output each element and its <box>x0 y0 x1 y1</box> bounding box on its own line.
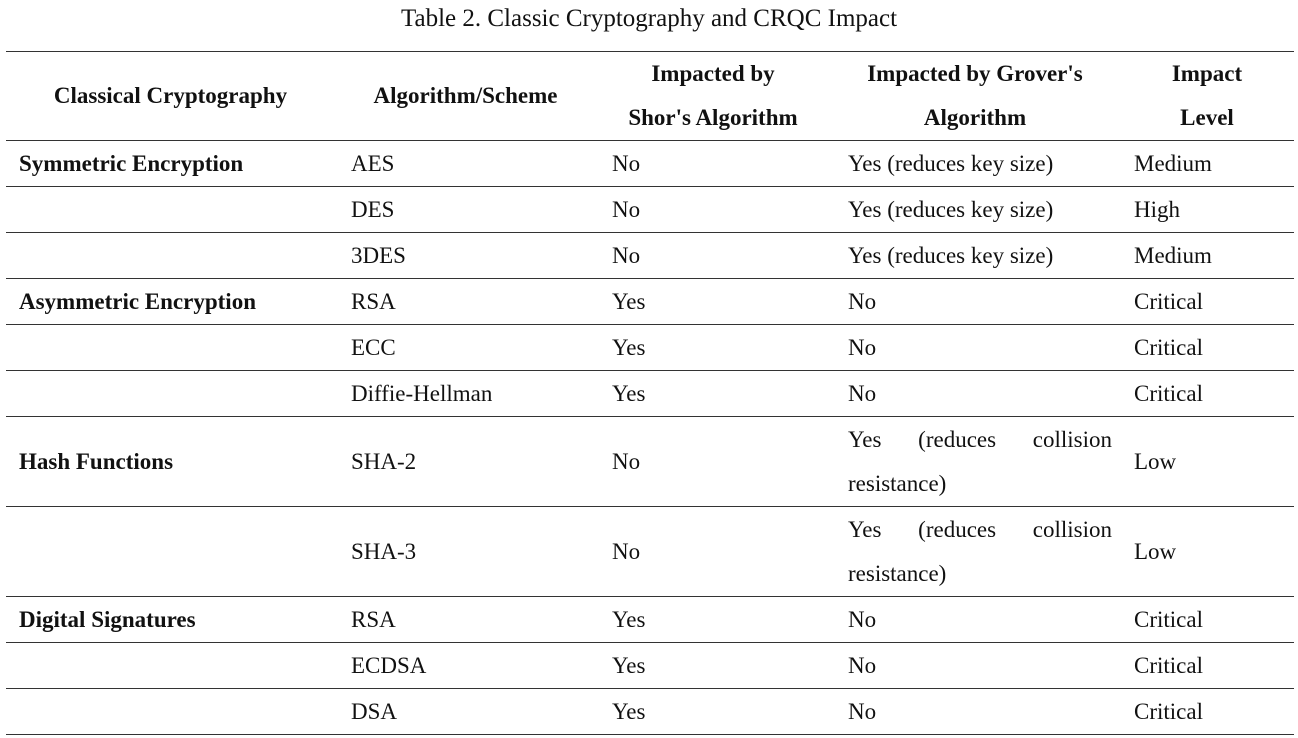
category-cell: Digital Signatures <box>6 597 335 643</box>
grover-impact-text: resistance) <box>848 560 947 586</box>
table-row <box>6 643 1294 689</box>
impact-level-cell: Critical <box>1120 689 1294 735</box>
grover-impact-text: Yes (reduces collision <box>848 516 1112 542</box>
impact-level-cell: High <box>1120 187 1294 233</box>
algorithm-cell: DSA <box>335 689 596 735</box>
grover-impact-cell <box>830 689 1120 735</box>
algorithm-cell: ECC <box>335 325 596 371</box>
grover-impact-cell <box>830 187 1120 233</box>
grover-impact-text: Yes (reduces collision <box>848 426 1112 452</box>
header-impact-level <box>1120 52 1294 141</box>
table-row <box>6 417 1294 507</box>
grover-impact-text: Yes (reduces key size) <box>848 150 1054 176</box>
table-row <box>6 141 1294 187</box>
category-cell <box>6 325 335 371</box>
algorithm-cell: Diffie-Hellman <box>335 371 596 417</box>
grover-impact-cell <box>830 507 1120 597</box>
header-grover-impact <box>830 52 1120 141</box>
algorithm-cell: DES <box>335 187 596 233</box>
table-row <box>6 325 1294 371</box>
header-label: Algorithm/Scheme <box>373 83 558 108</box>
table-row <box>6 689 1294 735</box>
table-header <box>6 52 1294 141</box>
grover-impact-cell <box>830 643 1120 689</box>
header-label: Impacted by Grover's <box>867 61 1083 86</box>
shor-impact-cell: No <box>596 233 830 279</box>
category-cell <box>6 507 335 597</box>
shor-impact-cell: Yes <box>596 689 830 735</box>
algorithm-cell: SHA-2 <box>335 417 596 507</box>
impact-level-cell: Critical <box>1120 371 1294 417</box>
grover-impact-text: No <box>848 380 877 406</box>
grover-impact-text: Yes (reduces key size) <box>848 196 1054 222</box>
shor-impact-cell: Yes <box>596 325 830 371</box>
algorithm-cell: SHA-3 <box>335 507 596 597</box>
header-label: Classical Cryptography <box>53 83 288 108</box>
shor-impact-cell: Yes <box>596 371 830 417</box>
grover-impact-cell <box>830 141 1120 187</box>
shor-impact-cell: No <box>596 417 830 507</box>
impact-level-cell: Critical <box>1120 279 1294 325</box>
crypto-impact-table <box>6 51 1294 735</box>
grover-impact-text: No <box>848 652 877 678</box>
table-row <box>6 597 1294 643</box>
table-body <box>6 141 1294 735</box>
impact-level-cell: Low <box>1120 417 1294 507</box>
table-row <box>6 279 1294 325</box>
shor-impact-cell: No <box>596 187 830 233</box>
header-label: Algorithm <box>923 105 1027 130</box>
shor-impact-cell: Yes <box>596 279 830 325</box>
header-shor-impact <box>596 52 830 141</box>
shor-impact-cell: No <box>596 507 830 597</box>
table-row <box>6 233 1294 279</box>
grover-impact-cell <box>830 417 1120 507</box>
category-cell <box>6 371 335 417</box>
header-label: Shor's Algorithm <box>628 105 798 130</box>
category-cell <box>6 689 335 735</box>
header-classical-cryptography <box>6 52 335 141</box>
algorithm-cell: RSA <box>335 597 596 643</box>
algorithm-cell: RSA <box>335 279 596 325</box>
impact-level-cell: Medium <box>1120 233 1294 279</box>
category-cell <box>6 187 335 233</box>
shor-impact-cell: No <box>596 141 830 187</box>
header-label: Impact <box>1171 61 1243 86</box>
table-row <box>6 507 1294 597</box>
grover-impact-cell <box>830 325 1120 371</box>
grover-impact-cell <box>830 597 1120 643</box>
impact-level-cell: Medium <box>1120 141 1294 187</box>
header-label: Level <box>1180 105 1234 130</box>
shor-impact-cell: Yes <box>596 643 830 689</box>
impact-level-cell: Low <box>1120 507 1294 597</box>
grover-impact-text: Yes (reduces key size) <box>848 242 1054 268</box>
grover-impact-text: resistance) <box>848 470 947 496</box>
algorithm-cell: ECDSA <box>335 643 596 689</box>
algorithm-cell: 3DES <box>335 233 596 279</box>
category-cell <box>6 233 335 279</box>
category-cell <box>6 643 335 689</box>
header-algorithm-scheme <box>335 52 596 141</box>
header-row <box>6 52 1294 141</box>
impact-level-cell: Critical <box>1120 325 1294 371</box>
grover-impact-cell <box>830 233 1120 279</box>
table-caption: Table 2. Classic Cryptography and CRQC Impact <box>400 5 898 32</box>
impact-level-cell: Critical <box>1120 643 1294 689</box>
grover-impact-cell <box>830 371 1120 417</box>
shor-impact-cell: Yes <box>596 597 830 643</box>
grover-impact-text: No <box>848 698 877 724</box>
grover-impact-text: No <box>848 288 877 314</box>
header-label: Impacted by <box>651 61 775 86</box>
table-row <box>6 187 1294 233</box>
impact-level-cell: Critical <box>1120 597 1294 643</box>
grover-impact-cell <box>830 279 1120 325</box>
category-cell: Hash Functions <box>6 417 335 507</box>
category-cell: Asymmetric Encryption <box>6 279 335 325</box>
grover-impact-text: No <box>848 334 877 360</box>
grover-impact-text: No <box>848 606 877 632</box>
table-row <box>6 371 1294 417</box>
category-cell: Symmetric Encryption <box>6 141 335 187</box>
algorithm-cell: AES <box>335 141 596 187</box>
